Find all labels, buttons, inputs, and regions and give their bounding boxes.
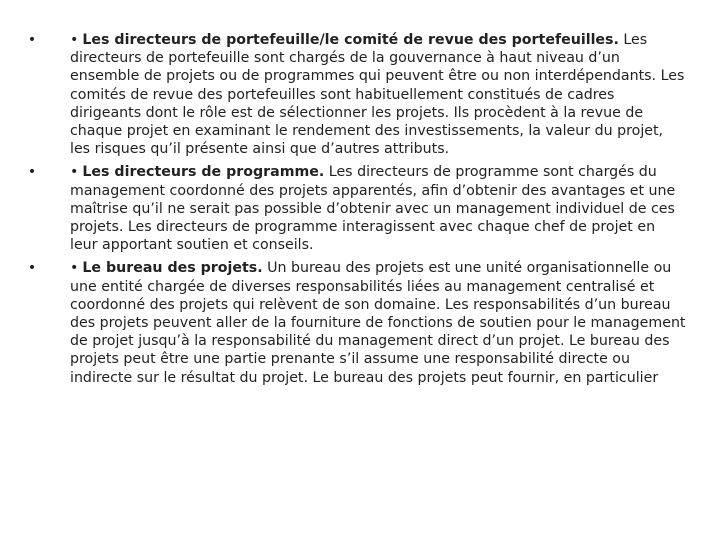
bullet-item-project-office	[26, 259, 686, 386]
bullet-marker: •	[27, 32, 37, 48]
item-body	[70, 259, 686, 386]
item-body	[70, 31, 686, 158]
item-text: Les directeurs de portefeuille sont chargés de la gouvernance à haut niveau d’un ensemble de projets ou de programmes qui peuvent être ou non interdépendants. Les comités de revue des portefeuilles sont habituellement constitués de cadres dirigeants dont le rôle est de sélectionner les projets. Ils procèdent à la revue de chaque projet en examinant le rendement des investissements, la valeur du projet, les risques qu’il présente ainsi que d’autres attributs.	[70, 32, 685, 158]
bullet-list	[26, 31, 686, 387]
bullet-marker: •	[27, 164, 37, 181]
bullet-item-portfolio-managers	[26, 31, 686, 158]
item-title: Les directeurs de portefeuille/le comité de revue des portefeuilles.	[82, 32, 619, 48]
bullet-item-program-managers	[26, 163, 686, 254]
item-title: Le bureau des projets.	[82, 260, 263, 277]
inline-bullet-marker: •	[70, 32, 79, 48]
item-body	[70, 163, 686, 254]
item-text: Un bureau des projets est une unité organisationnelle ou une entité chargée de diverses responsabilités liées au management centralisé et coordonné des projets qui relèvent de son domaine. Les responsabilités d’un bureau des projets peuvent aller de la fourniture de fonctions de soutien pour le management de projet jusqu’à la responsabilité du management direct d’un projet. Le bureau des projets peut être une partie prenante s’il assume une responsabilité directe ou indirecte sur le résultat du projet. Le bureau des projets peut fournir, en particulier	[70, 260, 686, 386]
item-title: Les directeurs de programme.	[82, 164, 325, 181]
inline-bullet-marker: •	[70, 260, 79, 277]
inline-bullet-marker: •	[70, 164, 79, 181]
item-text: Les directeurs de programme sont chargés du management coordonné des projets apparentés, afin d’obtenir des avantages et une maîtrise qu’il ne serait pas possible d’obtenir avec un management individuel de ces projets. Les directeurs de programme interagissent avec chaque chef de projet en leur apportant soutien et conseils.	[70, 164, 676, 254]
bullet-marker: •	[27, 260, 37, 277]
